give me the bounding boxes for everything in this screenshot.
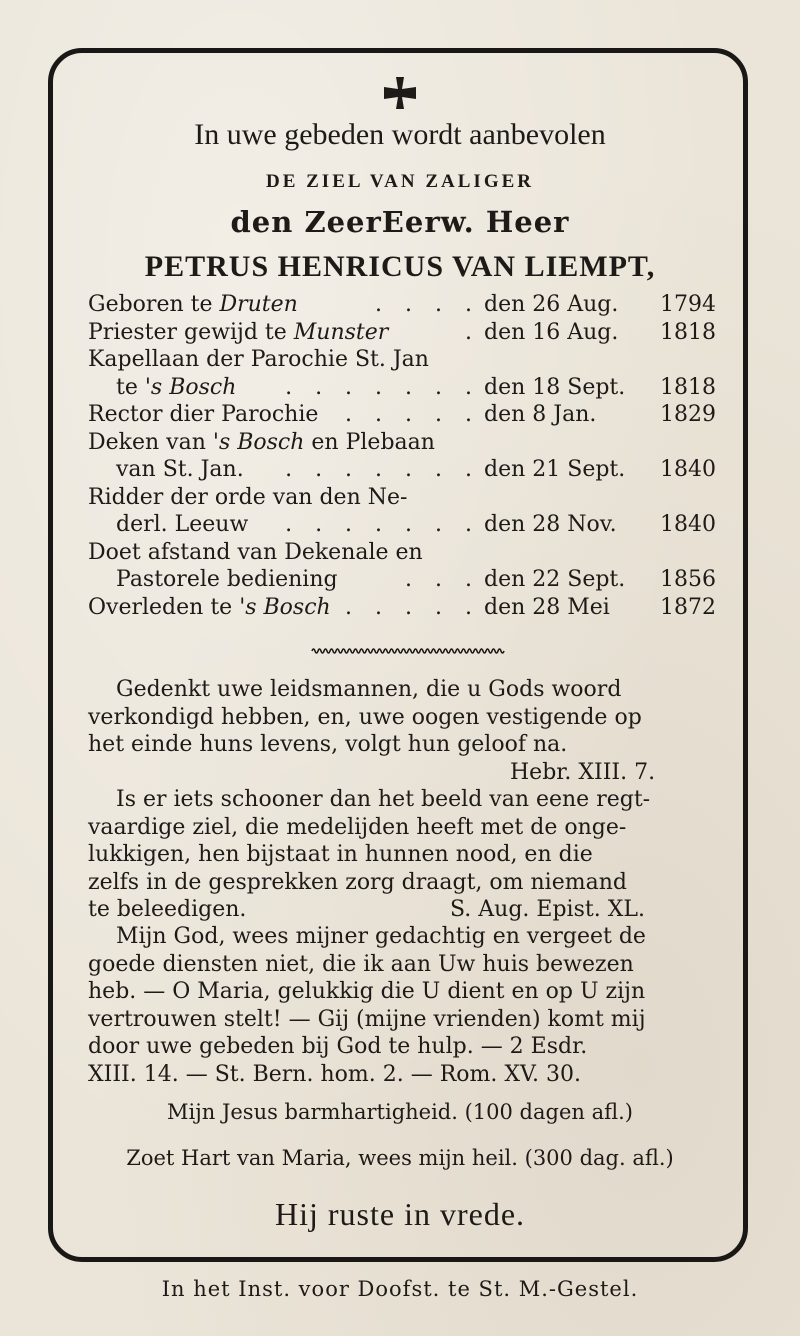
wavy-divider: [310, 644, 505, 658]
bio-year: 1872: [660, 594, 716, 620]
bio-date: den 28 Mei: [484, 594, 610, 620]
leader-dots: .: [465, 319, 480, 345]
bio-row: [88, 567, 728, 595]
indulgence-2: Zoet Hart van Maria, wees mijn heil. (300 dag. afl.): [126, 1146, 674, 1170]
bio-year: 1840: [660, 512, 716, 537]
bio-row: [88, 375, 728, 403]
printer-line: In het Inst. voor Doofst. te St. M.-Gestel.: [161, 1277, 639, 1301]
bio-event: Doet afstand van Dekenale en: [88, 539, 423, 565]
bio-event: Ridder der orde van den Ne-: [88, 484, 408, 510]
bio-year: 1818: [660, 374, 716, 400]
text-line: heb. — O Maria, gelukkig die U dient en op U zijn: [88, 979, 646, 1004]
bio-date: den 22 Sept.: [484, 567, 626, 592]
bio-event: Rector dier Parochie: [88, 402, 319, 427]
text-line: vaardige ziel, die medelijden heeft met de onge-: [88, 814, 627, 840]
heading-line-2: DE ZIEL VAN ZALIGER: [265, 171, 534, 192]
leader-dots: . . .: [405, 567, 480, 592]
bio-row: [88, 457, 728, 485]
bio-row: [88, 485, 728, 513]
bio-row: [88, 430, 728, 458]
bio-event: Kapellaan der Parochie St. Jan: [88, 347, 429, 372]
text-line: lukkigen, hen bijstaat in hunnen nood, en die: [88, 842, 593, 867]
biography-list: [88, 292, 728, 622]
bio-event: Deken van 's Bosch en Plebaan: [88, 429, 435, 455]
reference: S. Aug. Epist. XL.: [450, 897, 645, 922]
bio-event: Geboren te Druten: [88, 292, 298, 317]
bio-row: [88, 320, 728, 348]
text-line: door uwe gebeden bij God te hulp. — 2 Esdr.: [88, 1034, 588, 1059]
bio-row: [88, 347, 728, 375]
bio-row: [88, 595, 728, 623]
heading-line-3: den ZeerEerw. Heer: [230, 205, 570, 239]
leader-dots: . . . . .: [345, 594, 480, 620]
bio-date: den 18 Sept.: [484, 374, 626, 400]
bio-row: [88, 540, 728, 568]
leader-dots: . . . . . . .: [285, 512, 480, 537]
bio-row: [88, 292, 728, 320]
bio-event: Priester gewijd te Munster: [88, 319, 389, 345]
leader-dots: . . . . .: [345, 402, 480, 427]
place-name: Druten: [219, 292, 298, 317]
bio-date: den 16 Aug.: [484, 319, 619, 345]
text-line: vertrouwen stelt! — Gij (mijne vrienden) komt mij: [88, 1006, 646, 1032]
text-line: het einde huns levens, volgt hun geloof na.: [88, 732, 568, 757]
text-line: verkondigd hebben, en, uwe oogen vestigende op: [88, 704, 642, 730]
bio-year: 1829: [660, 402, 716, 427]
leader-dots: . . . . . . .: [285, 374, 480, 400]
text-line: goede diensten niet, die ik aan Uw huis bewezen: [88, 951, 634, 977]
bio-date: den 26 Aug.: [484, 292, 619, 317]
place-name: Munster: [293, 319, 389, 345]
bio-event: van St. Jan.: [116, 457, 244, 482]
quote-augustine: [88, 786, 716, 924]
reference: Hebr. XIII. 7.: [510, 759, 656, 785]
bio-year: 1818: [660, 319, 716, 345]
cross-pattee-icon: [381, 74, 419, 112]
bio-date: den 8 Jan.: [484, 402, 597, 427]
bio-event: te 's Bosch: [116, 374, 237, 400]
text-line: XIII. 14. — St. Bern. hom. 2. — Rom. XV. 30.: [88, 1061, 582, 1087]
indulgence-1: Mijn Jesus barmhartigheid. (100 dagen afl.): [167, 1100, 633, 1124]
text-line: Is er iets schooner dan het beeld van eene regt-: [116, 787, 651, 812]
bio-date: den 28 Nov.: [484, 512, 617, 537]
bio-year: 1840: [660, 457, 716, 482]
text-line: [88, 759, 716, 787]
place-name: 's Bosch: [239, 594, 331, 620]
leader-dots: . . . . . . .: [285, 457, 480, 482]
closing-line: Hij ruste in vrede.: [274, 1196, 526, 1232]
heading-line-1: In uwe gebeden wordt aanbevolen: [194, 118, 606, 151]
text-line: te beleedigen. S. Aug. Epist. XL.: [88, 897, 645, 922]
text-line: Gedenkt uwe leidsmannen, die u Gods woord: [116, 677, 622, 702]
text-line: zelfs in de gesprekken zorg draagt, om niemand: [88, 869, 627, 895]
bio-date: den 21 Sept.: [484, 457, 626, 482]
place-name: 's Bosch: [212, 429, 305, 455]
quote-prayer: [88, 923, 716, 1088]
bio-year: 1794: [660, 292, 716, 317]
deceased-name: PETRUS HENRICUS VAN LIEMPT,: [144, 250, 656, 283]
leader-dots: . . . .: [375, 292, 480, 317]
bio-event: Pastorele bediening: [116, 567, 338, 592]
bio-row: [88, 512, 728, 540]
bio-year: 1856: [660, 567, 716, 592]
text-line: Mijn God, wees mijner gedachtig en vergeet de: [116, 924, 646, 949]
bio-row: [88, 402, 728, 430]
place-name: 's Bosch: [144, 374, 237, 400]
bio-event: Overleden te 's Bosch: [88, 594, 331, 620]
bio-event: derl. Leeuw: [116, 512, 249, 537]
quote-hebrews: [88, 676, 716, 786]
